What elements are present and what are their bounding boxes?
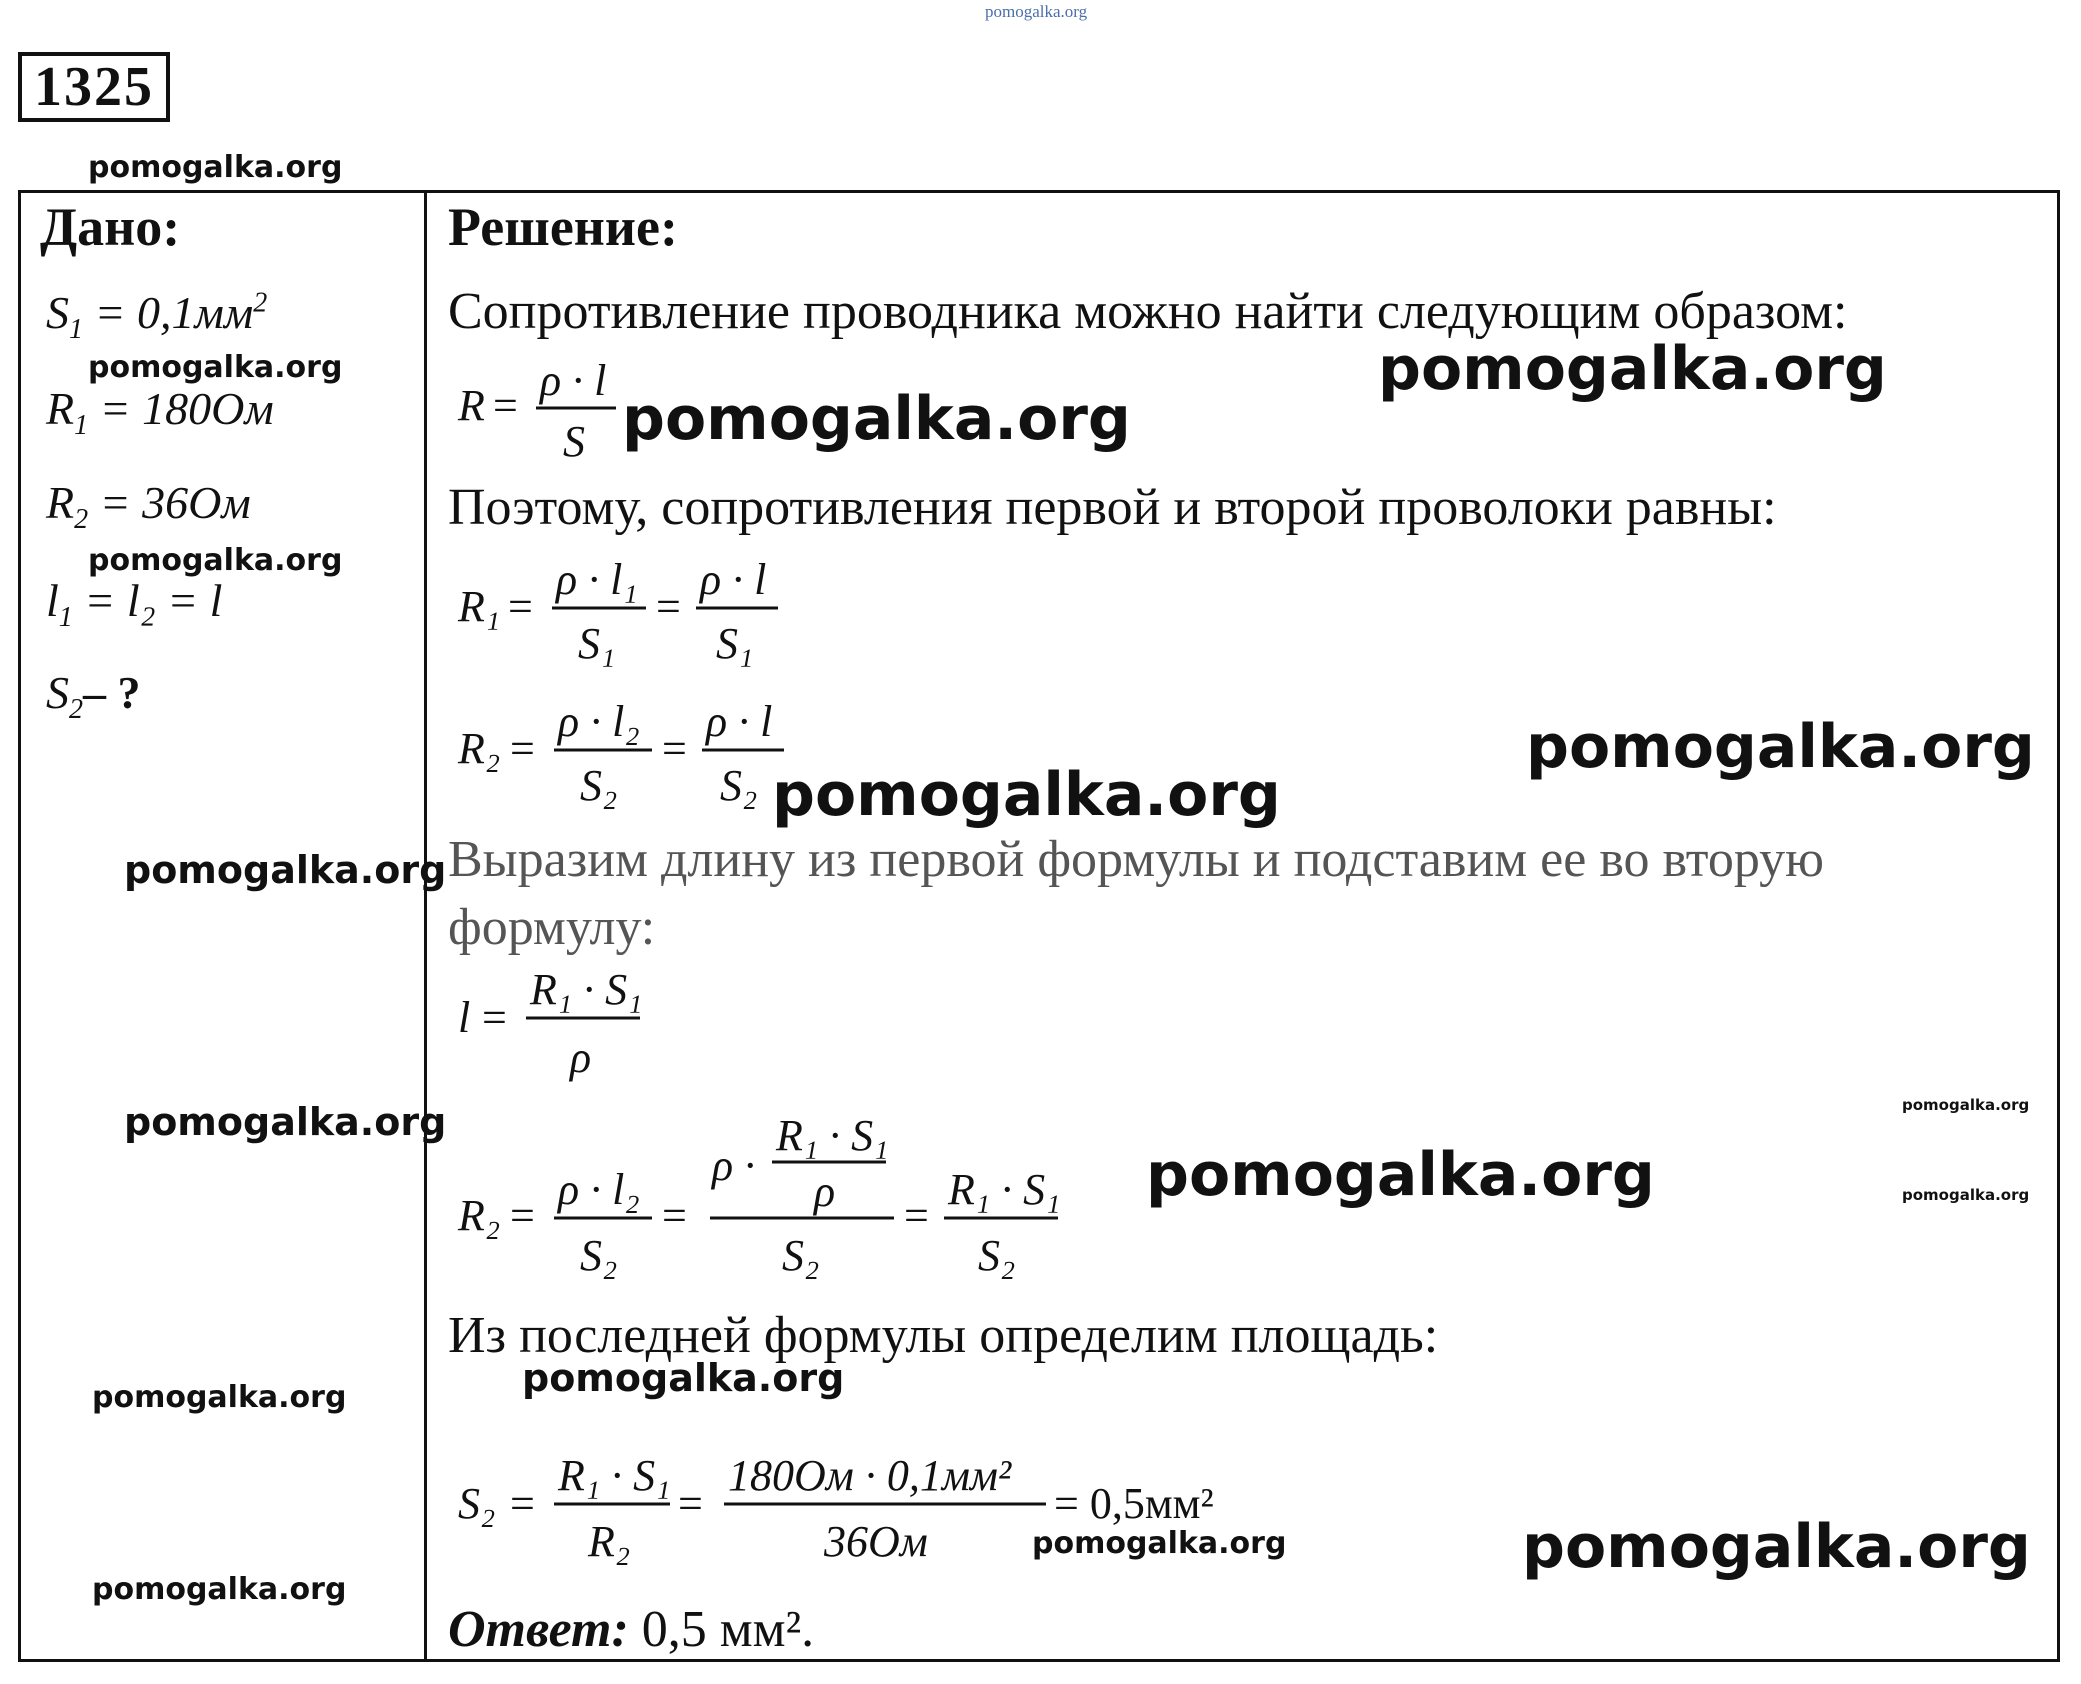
formula-length bbox=[448, 960, 668, 1090]
f6-eq1: = bbox=[510, 1479, 535, 1528]
f4-lhs: l bbox=[458, 993, 471, 1042]
solution-paragraph-3-line-2: формулу: bbox=[448, 899, 656, 956]
f3-den2: S₂ bbox=[720, 761, 758, 810]
f6-eq2: = bbox=[678, 1479, 703, 1528]
given-l-sub: 1 bbox=[58, 602, 73, 634]
f5-eq1: = bbox=[510, 1191, 535, 1240]
f6-result: = 0,5мм² bbox=[1054, 1479, 1214, 1528]
formula-resistance bbox=[448, 350, 628, 470]
f5-den1: S₂ bbox=[580, 1231, 618, 1280]
given-item-s2 bbox=[46, 666, 141, 726]
f1-eq: = bbox=[493, 381, 518, 430]
f6-den2: 36Ом bbox=[824, 1517, 928, 1566]
given-s1-sub: 1 bbox=[69, 314, 83, 346]
given-r1-sub: 1 bbox=[74, 410, 89, 442]
given-l-symbol: l bbox=[46, 575, 59, 626]
f3-num1: ρ · l₂ bbox=[558, 697, 640, 746]
given-item-r2 bbox=[46, 476, 251, 536]
problem-number: 1325 bbox=[18, 52, 170, 122]
f5-lhs: R₂ bbox=[458, 1191, 501, 1240]
f6-lhs: S₂ bbox=[458, 1479, 496, 1528]
given-heading: Дано: bbox=[40, 197, 181, 257]
solution-paragraph-1: Сопротивление проводника можно найти следующим образом: bbox=[448, 283, 1848, 340]
formula-r2 bbox=[448, 688, 798, 818]
watermark[interactable]: pomogalka.org bbox=[522, 1356, 845, 1400]
f2-num1: ρ · l₁ bbox=[556, 555, 638, 604]
watermark-top[interactable]: pomogalka.org bbox=[985, 2, 1088, 21]
given-item-r1 bbox=[46, 382, 274, 442]
f5-inner-den: ρ bbox=[814, 1167, 836, 1216]
given-item-l bbox=[46, 574, 222, 634]
answer-value: 0,5 мм². bbox=[628, 1601, 815, 1658]
solution-paragraph-2: Поэтому, сопротивления первой и второй проволоки равны: bbox=[448, 479, 1777, 536]
f3-num2: ρ · l bbox=[706, 697, 773, 746]
watermark[interactable]: pomogalka.org bbox=[92, 1572, 347, 1607]
given-s2-sub: 2 bbox=[69, 694, 83, 726]
f5-eq2: = bbox=[662, 1191, 687, 1240]
watermark[interactable]: pomogalka.org bbox=[124, 1100, 447, 1144]
given-item-s1 bbox=[46, 286, 267, 346]
watermark[interactable]: pomogalka.org bbox=[1902, 1096, 2030, 1114]
f2-eq2: = bbox=[656, 582, 681, 631]
f1-den: S bbox=[563, 417, 585, 466]
f5-inner-num: R₁ · S₁ bbox=[776, 1111, 889, 1160]
f5-rho: ρ · bbox=[712, 1141, 756, 1190]
watermark[interactable]: pomogalka.org bbox=[772, 760, 1281, 830]
f2-eq1: = bbox=[508, 582, 533, 631]
f5-num3: R₁ · S₁ bbox=[948, 1165, 1061, 1214]
given-s1-value: = 0,1мм bbox=[83, 287, 254, 338]
given-l-value: = l₂ = l bbox=[72, 575, 223, 626]
f2-den1: S₁ bbox=[578, 619, 616, 668]
f3-eq2: = bbox=[662, 724, 687, 773]
f2-lhs: R₁ bbox=[458, 582, 501, 631]
solution-paragraph-4: Из последней формулы определим площадь: bbox=[448, 1307, 1439, 1364]
f5-eq3: = bbox=[904, 1191, 929, 1240]
f6-den1: R₂ bbox=[588, 1517, 631, 1566]
f4-eq: = bbox=[482, 993, 507, 1042]
f5-den3: S₂ bbox=[978, 1231, 1016, 1280]
f6-num2: 180Ом · 0,1мм² bbox=[728, 1451, 1012, 1500]
given-r1-symbol: R bbox=[46, 383, 75, 434]
f3-lhs: R₂ bbox=[458, 724, 501, 773]
watermark[interactable]: pomogalka.org bbox=[1526, 712, 2035, 782]
f6-num1: R₁ · S₁ bbox=[558, 1451, 671, 1500]
given-s1-symbol: S bbox=[46, 287, 69, 338]
f4-num: R₁ · S₁ bbox=[530, 965, 643, 1014]
f3-den1: S₂ bbox=[580, 761, 618, 810]
given-s2-symbol: S bbox=[46, 667, 69, 718]
f4-den: ρ bbox=[570, 1033, 592, 1082]
watermark[interactable]: pomogalka.org bbox=[1522, 1512, 2031, 1582]
f3-eq1: = bbox=[510, 724, 535, 773]
f5-big-den: S₂ bbox=[782, 1231, 820, 1280]
watermark[interactable]: pomogalka.org bbox=[88, 543, 343, 578]
given-r2-sub: 2 bbox=[74, 504, 89, 536]
given-r1-value: = 180Ом bbox=[88, 383, 274, 434]
f2-den2: S₁ bbox=[716, 619, 754, 668]
given-s2-question: – ? bbox=[83, 667, 141, 718]
f1-lhs: R bbox=[458, 381, 485, 430]
solution-paragraph-3-line-1: Выразим длину из первой формулы и подставим ее во вторую bbox=[448, 831, 1824, 888]
watermark[interactable]: pomogalka.org bbox=[88, 150, 343, 185]
formula-r1 bbox=[448, 546, 788, 676]
watermark[interactable]: pomogalka.org bbox=[1146, 1140, 1655, 1210]
column-divider bbox=[424, 190, 427, 1662]
watermark[interactable]: pomogalka.org bbox=[88, 350, 343, 385]
answer-line bbox=[448, 1600, 814, 1659]
watermark[interactable]: pomogalka.org bbox=[1032, 1526, 1287, 1561]
given-r2-symbol: R bbox=[46, 477, 75, 528]
given-r2-value: = 36Ом bbox=[88, 477, 251, 528]
f2-num2: ρ · l bbox=[700, 555, 767, 604]
answer-label: Ответ: bbox=[448, 1601, 629, 1658]
watermark[interactable]: pomogalka.org bbox=[622, 384, 1131, 454]
f5-num1: ρ · l₂ bbox=[558, 1165, 640, 1214]
solution-heading: Решение: bbox=[448, 197, 678, 257]
f1-num: ρ · l bbox=[540, 356, 607, 405]
watermark[interactable]: pomogalka.org bbox=[92, 1380, 347, 1415]
watermark[interactable]: pomogalka.org bbox=[124, 848, 447, 892]
given-s1-sup: 2 bbox=[253, 287, 268, 319]
formula-substitution bbox=[448, 1100, 1068, 1300]
watermark[interactable]: pomogalka.org bbox=[1902, 1186, 2030, 1204]
watermark[interactable]: pomogalka.org bbox=[1378, 334, 1887, 404]
